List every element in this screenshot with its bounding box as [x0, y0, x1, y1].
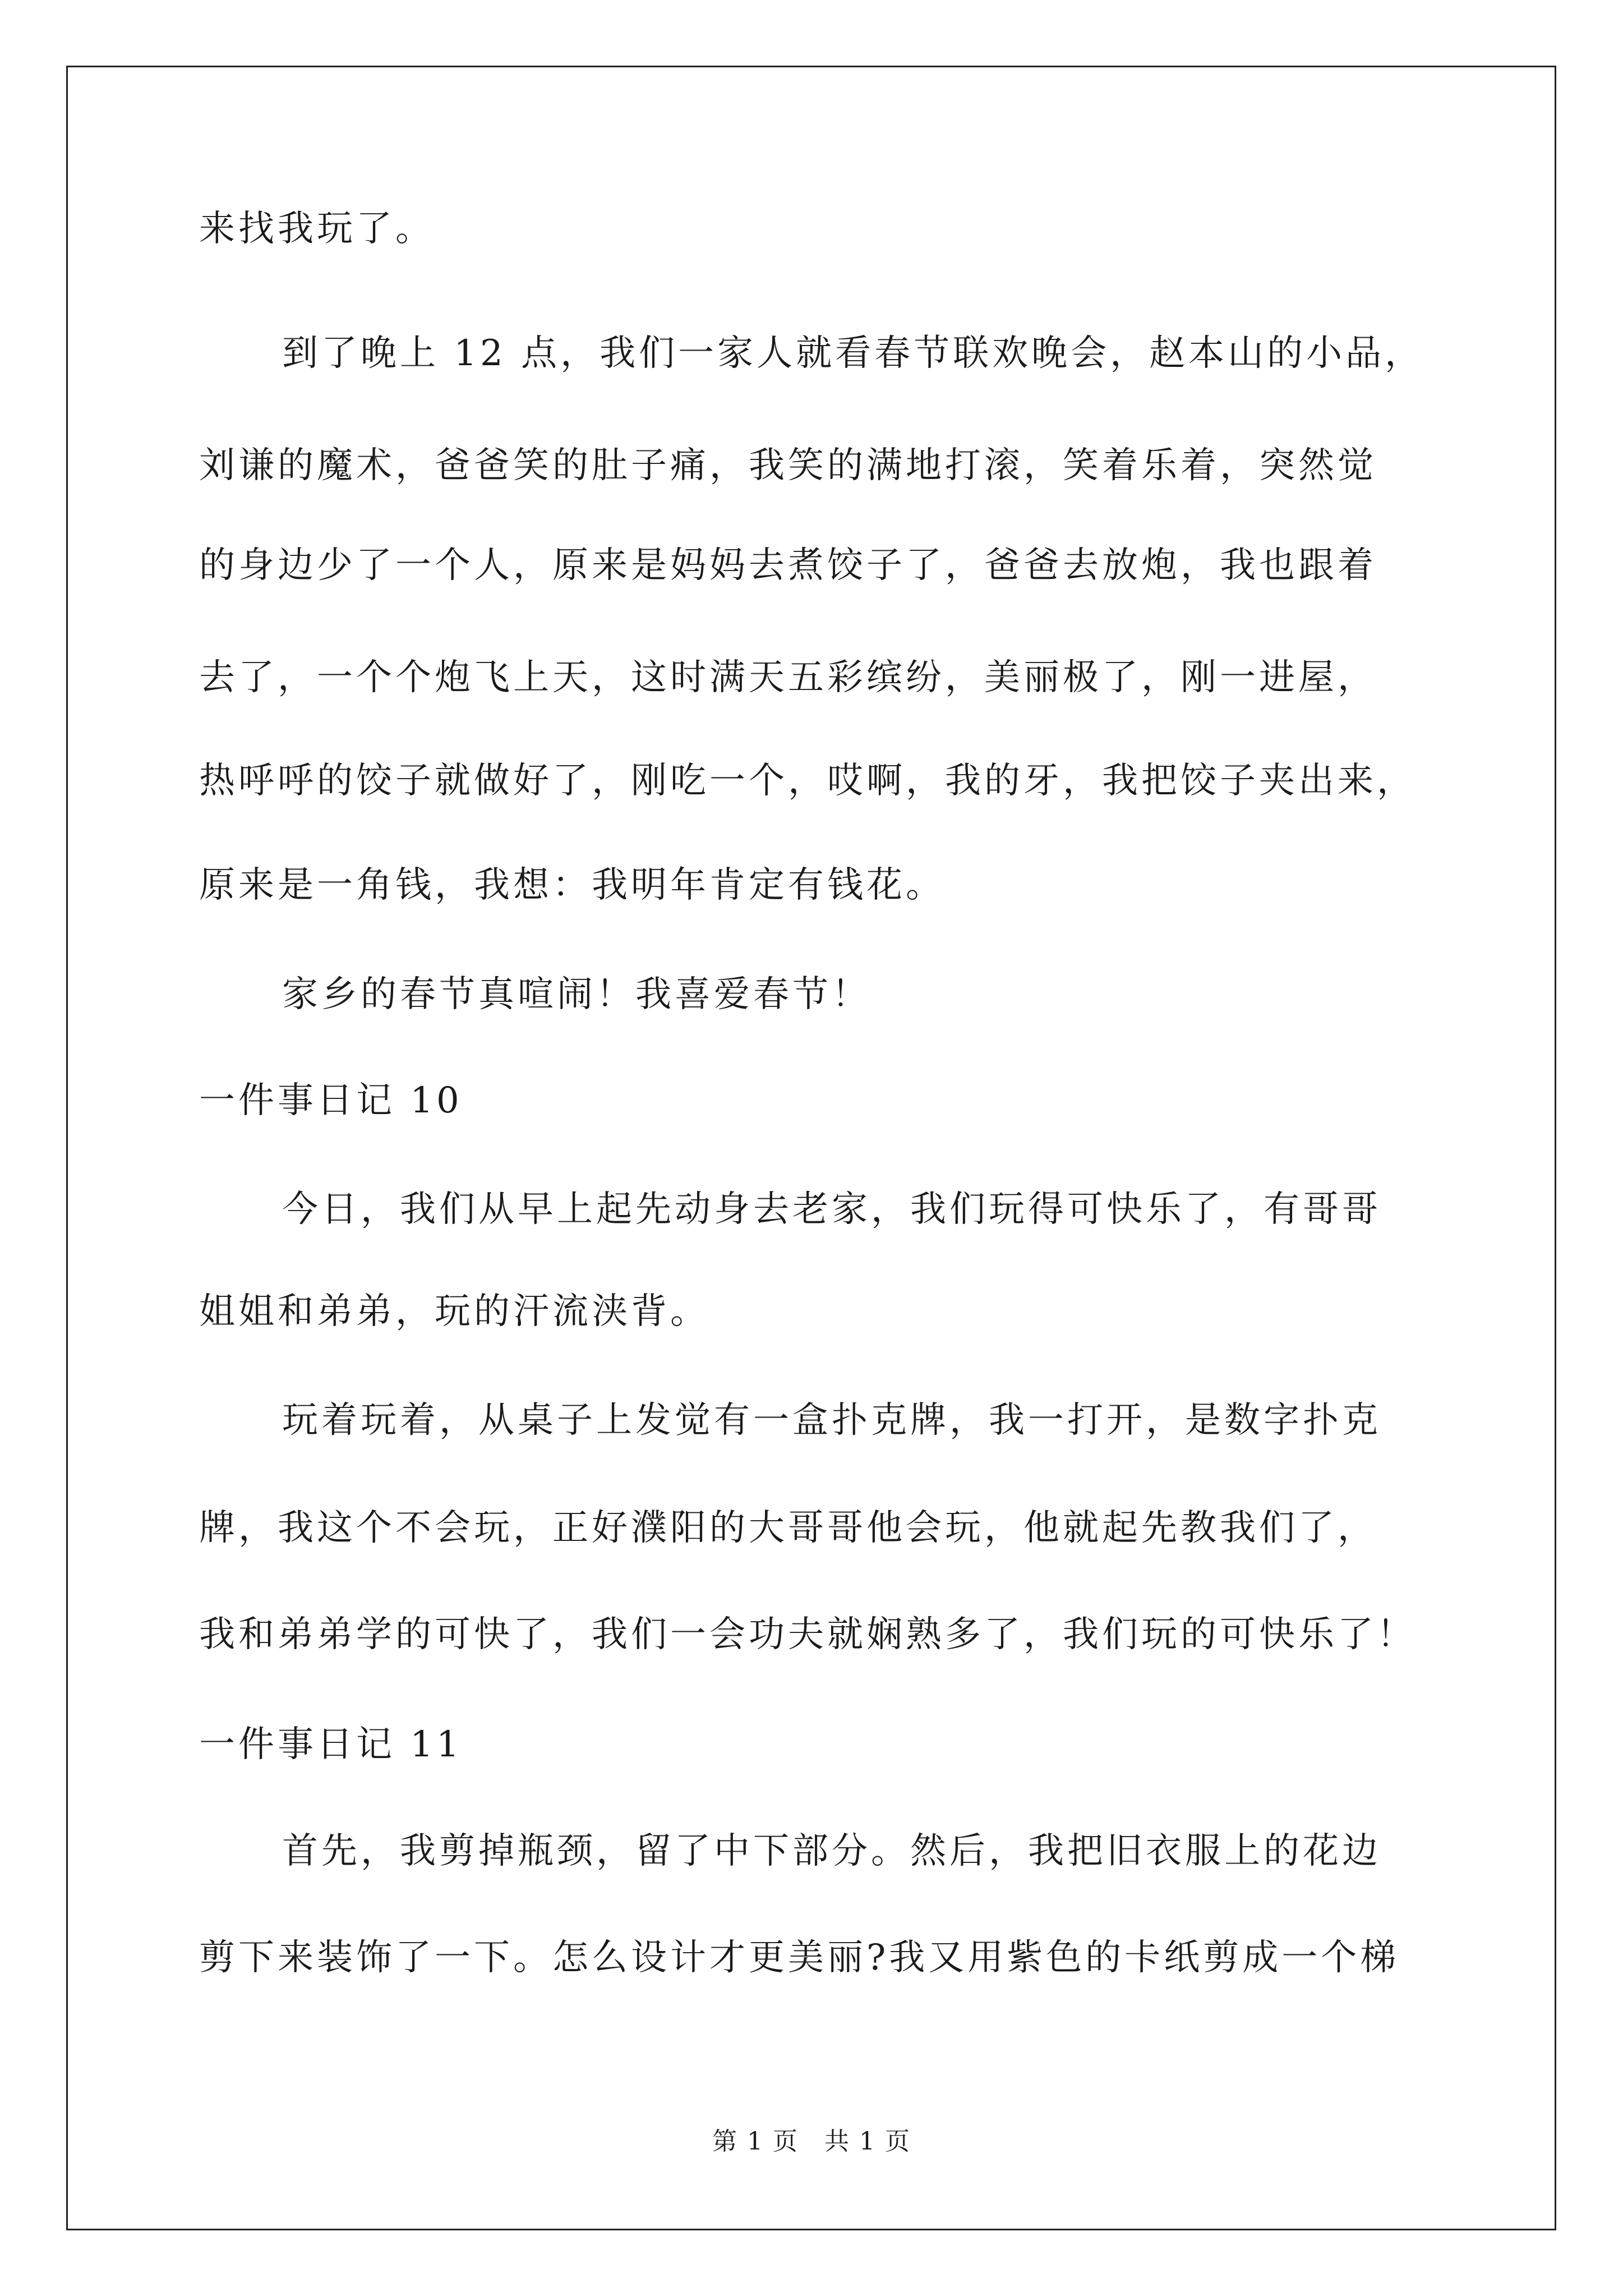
paragraph-line: 剪下来装饰了一下。怎么设计才更美丽?我又用紫色的卡纸剪成一个梯: [199, 1937, 1400, 1978]
paragraph-line: 刘谦的魔术，爸爸笑的肚子痛，我笑的满地打滚，笑着乐着，突然觉: [199, 445, 1377, 486]
paragraph-line: 首先，我剪掉瓶颈，留了中下部分。然后，我把旧衣服上的花边: [282, 1830, 1381, 1872]
paragraph-line: 玩着玩着，从桌子上发觉有一盒扑克牌，我一打开，是数字扑克: [282, 1400, 1381, 1441]
paragraph-line: 我和弟弟学的可快了，我们一会功夫就娴熟多了，我们玩的可快乐了！: [199, 1614, 1416, 1655]
page-frame: [66, 66, 1556, 2230]
paragraph-line: 来找我玩了。: [199, 208, 435, 250]
paragraph-line: 原来是一角钱，我想：我明年肯定有钱花。: [199, 864, 945, 906]
page-footer: 第 1 页 共 1 页: [712, 2127, 911, 2156]
paragraph-line: 家乡的春节真喧闹！我喜爱春节！: [282, 974, 871, 1015]
paragraph-line: 去了，一个个炮飞上天，这时满天五彩缤纷，美丽极了，刚一进屋，: [199, 657, 1377, 698]
paragraph-line: 牌，我这个不会玩，正好濮阳的大哥哥他会玩，他就起先教我们了，: [199, 1507, 1377, 1549]
paragraph-line: 的身边少了一个人，原来是妈妈去煮饺子了，爸爸去放炮，我也跟着: [199, 545, 1377, 586]
paragraph-line: 热呼呼的饺子就做好了，刚吃一个，哎啊，我的牙，我把饺子夹出来，: [199, 760, 1416, 802]
section-heading: 一件事日记 11: [199, 1724, 463, 1765]
paragraph-line: 到了晚上 12 点，我们一家人就看春节联欢晚会，赵本山的小品，: [282, 333, 1424, 374]
paragraph-line: 今日，我们从早上起先动身去老家，我们玩得可快乐了，有哥哥: [282, 1189, 1381, 1230]
section-heading: 一件事日记 10: [199, 1080, 463, 1121]
paragraph-line: 姐姐和弟弟，玩的汗流浃背。: [199, 1291, 709, 1332]
